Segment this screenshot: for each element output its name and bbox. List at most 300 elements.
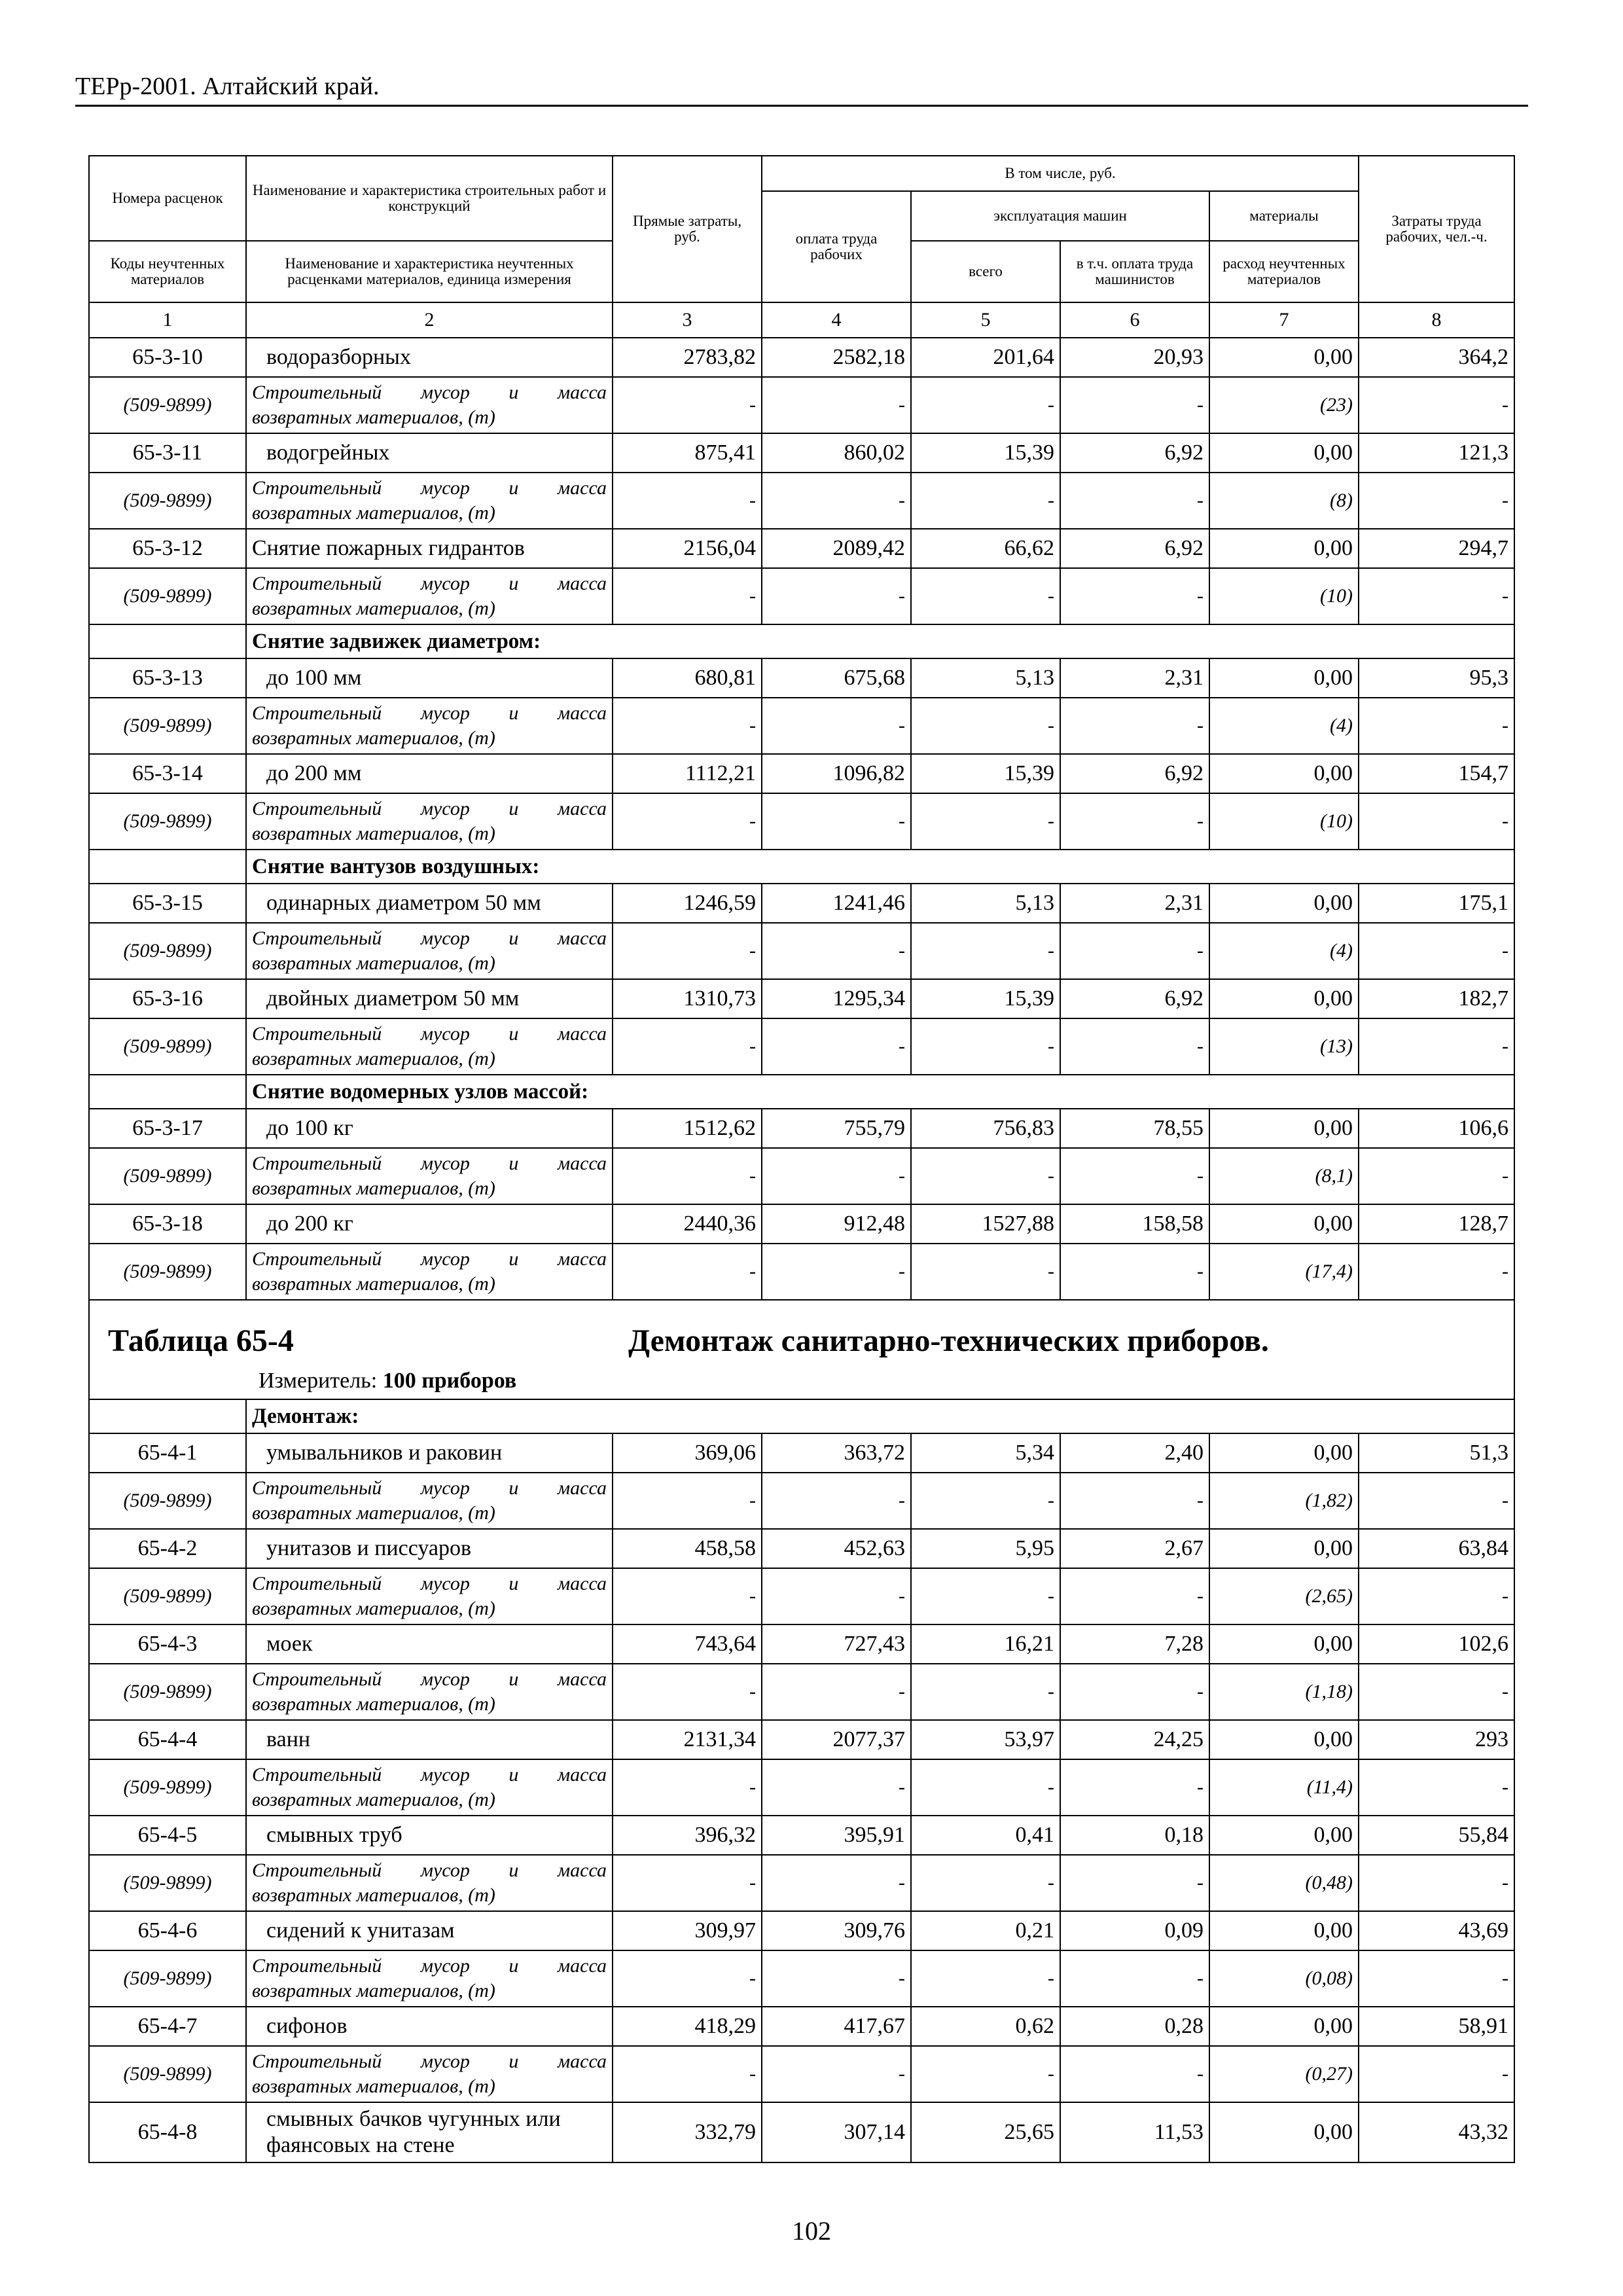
value-cell: 20,93 <box>1060 338 1209 377</box>
dash-cell: - <box>613 1244 762 1300</box>
dash-cell: - <box>911 377 1060 433</box>
dash-cell: - <box>1060 1244 1209 1300</box>
rate-code: 65-3-13 <box>89 658 246 698</box>
rate-code: 65-3-12 <box>89 529 246 568</box>
value-cell: 743,64 <box>613 1624 762 1664</box>
table-row <box>89 658 1514 698</box>
material-name: Строительный мусор и масса возвратных материалов, (т) <box>246 1244 613 1300</box>
dash-cell: - <box>1060 1018 1209 1075</box>
col-rate-number: Номера расценок <box>89 156 246 241</box>
value-cell: 1527,88 <box>911 1204 1060 1244</box>
value-cell: 2131,34 <box>613 1720 762 1759</box>
material-row <box>89 698 1514 754</box>
work-name: одинарных диаметром 50 мм <box>246 884 613 923</box>
dash-cell: - <box>613 568 762 624</box>
value-cell: 53,97 <box>911 1720 1060 1759</box>
value-cell: 307,14 <box>762 2102 911 2162</box>
dash-cell: - <box>1359 1148 1514 1204</box>
rate-code: 65-4-5 <box>89 1816 246 1855</box>
value-cell: 25,65 <box>911 2102 1060 2162</box>
value-cell: 1246,59 <box>613 884 762 923</box>
material-expense: (10) <box>1209 793 1359 850</box>
dash-cell: - <box>762 1664 911 1720</box>
material-row <box>89 1759 1514 1816</box>
material-expense: (1,18) <box>1209 1664 1359 1720</box>
value-cell: 860,02 <box>762 433 911 473</box>
dash-cell: - <box>1359 1018 1514 1075</box>
table-title-cell <box>89 1300 1514 1399</box>
value-cell: 2,40 <box>1060 1433 1209 1473</box>
dash-cell: - <box>762 473 911 529</box>
work-name: до 200 мм <box>246 754 613 793</box>
dash-cell: - <box>762 1855 911 1911</box>
col-labor-cost: Затраты труда рабочих, чел.-ч. <box>1359 156 1514 302</box>
table-row <box>89 529 1514 568</box>
col-codes: Коды неучтенных материалов <box>89 241 246 302</box>
value-cell: 43,69 <box>1359 1911 1514 1950</box>
material-expense: (0,48) <box>1209 1855 1359 1911</box>
material-row <box>89 1244 1514 1300</box>
value-cell: 0,00 <box>1209 2102 1359 2162</box>
dash-cell: - <box>613 1148 762 1204</box>
dash-cell: - <box>911 793 1060 850</box>
material-expense: (10) <box>1209 568 1359 624</box>
dash-cell: - <box>762 1950 911 2007</box>
value-cell: 95,3 <box>1359 658 1514 698</box>
rate-code: 65-3-10 <box>89 338 246 377</box>
table-row <box>89 979 1514 1018</box>
value-cell: 121,3 <box>1359 433 1514 473</box>
dash-cell: - <box>1060 377 1209 433</box>
material-code: (509-9899) <box>89 698 246 754</box>
material-expense: (0,08) <box>1209 1950 1359 2007</box>
dash-cell: - <box>911 1473 1060 1529</box>
value-cell: 5,13 <box>911 658 1060 698</box>
dash-cell: - <box>911 1148 1060 1204</box>
dash-cell: - <box>911 1018 1060 1075</box>
table-row <box>89 1816 1514 1855</box>
dash-cell: - <box>1359 473 1514 529</box>
value-cell: 1241,46 <box>762 884 911 923</box>
value-cell: 2077,37 <box>762 1720 911 1759</box>
col-machinist-pay: в т.ч. оплата труда машинистов <box>1060 241 1209 302</box>
dash-cell: - <box>911 2046 1060 2102</box>
material-name: Строительный мусор и масса возвратных материалов, (т) <box>246 698 613 754</box>
material-name: Строительный мусор и масса возвратных материалов, (т) <box>246 1473 613 1529</box>
table-row <box>89 1204 1514 1244</box>
dash-cell: - <box>1359 1950 1514 2007</box>
value-cell: 2582,18 <box>762 338 911 377</box>
table-row <box>89 2007 1514 2046</box>
value-cell: 154,7 <box>1359 754 1514 793</box>
material-name: Строительный мусор и масса возвратных материалов, (т) <box>246 473 613 529</box>
section-spacer <box>89 624 246 658</box>
material-row <box>89 1018 1514 1075</box>
material-row <box>89 923 1514 979</box>
material-name: Строительный мусор и масса возвратных материалов, (т) <box>246 793 613 850</box>
dash-cell: - <box>1060 1568 1209 1624</box>
value-cell: 55,84 <box>1359 1816 1514 1855</box>
value-cell: 0,00 <box>1209 979 1359 1018</box>
dash-cell: - <box>911 473 1060 529</box>
value-cell: 755,79 <box>762 1109 911 1148</box>
dash-cell: - <box>762 2046 911 2102</box>
value-cell: 912,48 <box>762 1204 911 1244</box>
material-row <box>89 793 1514 850</box>
material-row <box>89 1950 1514 2007</box>
material-expense: (8) <box>1209 473 1359 529</box>
value-cell: 680,81 <box>613 658 762 698</box>
value-cell: 0,00 <box>1209 658 1359 698</box>
meter-value: 100 приборов <box>382 1369 517 1393</box>
dash-cell: - <box>911 1950 1060 2007</box>
dash-cell: - <box>613 1568 762 1624</box>
value-cell: 332,79 <box>613 2102 762 2162</box>
value-cell: 15,39 <box>911 433 1060 473</box>
material-name: Строительный мусор и масса возвратных материалов, (т) <box>246 923 613 979</box>
dash-cell: - <box>1060 1759 1209 1816</box>
value-cell: 0,62 <box>911 2007 1060 2046</box>
rate-code: 65-3-16 <box>89 979 246 1018</box>
value-cell: 24,25 <box>1060 1720 1209 1759</box>
dash-cell: - <box>613 698 762 754</box>
dash-cell: - <box>613 377 762 433</box>
material-code: (509-9899) <box>89 1664 246 1720</box>
value-cell: 0,41 <box>911 1816 1060 1855</box>
value-cell: 66,62 <box>911 529 1060 568</box>
dash-cell: - <box>1359 1855 1514 1911</box>
dash-cell: - <box>1359 793 1514 850</box>
value-cell: 11,53 <box>1060 2102 1209 2162</box>
material-name: Строительный мусор и масса возвратных материалов, (т) <box>246 1148 613 1204</box>
value-cell: 0,18 <box>1060 1816 1209 1855</box>
value-cell: 293 <box>1359 1720 1514 1759</box>
work-name: сидений к унитазам <box>246 1911 613 1950</box>
material-code: (509-9899) <box>89 923 246 979</box>
section-title: Снятие задвижек диаметром: <box>246 624 1514 658</box>
value-cell: 2,31 <box>1060 884 1209 923</box>
value-cell: 16,21 <box>911 1624 1060 1664</box>
dash-cell: - <box>1060 793 1209 850</box>
dash-cell: - <box>613 1759 762 1816</box>
value-cell: 458,58 <box>613 1529 762 1568</box>
value-cell: 63,84 <box>1359 1529 1514 1568</box>
rate-code: 65-3-17 <box>89 1109 246 1148</box>
dash-cell: - <box>762 923 911 979</box>
dash-cell: - <box>1060 473 1209 529</box>
dash-cell: - <box>762 1018 911 1075</box>
material-code: (509-9899) <box>89 1244 246 1300</box>
work-name: до 100 мм <box>246 658 613 698</box>
table-label: Таблица 65-4 <box>108 1323 294 1358</box>
value-cell: 0,28 <box>1060 2007 1209 2046</box>
value-cell: 78,55 <box>1060 1109 1209 1148</box>
material-expense: (23) <box>1209 377 1359 433</box>
page-number: 102 <box>792 2216 831 2246</box>
material-row <box>89 1664 1514 1720</box>
rate-code: 65-3-15 <box>89 884 246 923</box>
col-materials-expense: расход неучтенных материалов <box>1209 241 1359 302</box>
dash-cell: - <box>762 377 911 433</box>
material-code: (509-9899) <box>89 1473 246 1529</box>
material-expense: (4) <box>1209 923 1359 979</box>
material-expense: (11,4) <box>1209 1759 1359 1816</box>
rate-code: 65-3-18 <box>89 1204 246 1244</box>
value-cell: 1112,21 <box>613 754 762 793</box>
material-code: (509-9899) <box>89 377 246 433</box>
material-name: Строительный мусор и масса возвратных материалов, (т) <box>246 1568 613 1624</box>
dash-cell: - <box>1359 923 1514 979</box>
table-row <box>89 433 1514 473</box>
value-cell: 5,95 <box>911 1529 1060 1568</box>
material-code: (509-9899) <box>89 1018 246 1075</box>
material-expense: (2,65) <box>1209 1568 1359 1624</box>
material-row <box>89 2046 1514 2102</box>
col-labor-pay: оплата труда рабочих <box>762 191 911 302</box>
dash-cell: - <box>613 2046 762 2102</box>
material-code: (509-9899) <box>89 568 246 624</box>
value-cell: 452,63 <box>762 1529 911 1568</box>
value-cell: 2440,36 <box>613 1204 762 1244</box>
rates-table <box>88 155 1515 2163</box>
value-cell: 0,00 <box>1209 1624 1359 1664</box>
rate-code: 65-4-3 <box>89 1624 246 1664</box>
dash-cell: - <box>1060 923 1209 979</box>
section-row <box>89 1399 1514 1433</box>
col-work-name: Наименование и характеристика строительных работ и конструкций <box>246 156 613 241</box>
dash-cell: - <box>762 793 911 850</box>
meter-label: Измеритель: <box>259 1369 378 1393</box>
material-row <box>89 473 1514 529</box>
value-cell: 727,43 <box>762 1624 911 1664</box>
material-row <box>89 568 1514 624</box>
material-name: Строительный мусор и масса возвратных материалов, (т) <box>246 2046 613 2102</box>
dash-cell: - <box>1359 1568 1514 1624</box>
dash-cell: - <box>1359 1244 1514 1300</box>
value-cell: 175,1 <box>1359 884 1514 923</box>
table-name: Демонтаж санитарно-технических приборов. <box>628 1323 1269 1358</box>
value-cell: 6,92 <box>1060 433 1209 473</box>
material-name: Строительный мусор и масса возвратных материалов, (т) <box>246 1018 613 1075</box>
dash-cell: - <box>1060 1664 1209 1720</box>
rate-code: 65-3-11 <box>89 433 246 473</box>
dash-cell: - <box>1060 1950 1209 2007</box>
value-cell: 0,00 <box>1209 338 1359 377</box>
header-rule <box>75 105 1528 107</box>
value-cell: 0,00 <box>1209 2007 1359 2046</box>
section-spacer <box>89 1075 246 1109</box>
material-name: Строительный мусор и масса возвратных материалов, (т) <box>246 1664 613 1720</box>
value-cell: 6,92 <box>1060 529 1209 568</box>
dash-cell: - <box>911 1759 1060 1816</box>
value-cell: 363,72 <box>762 1433 911 1473</box>
dash-cell: - <box>1359 377 1514 433</box>
value-cell: 158,58 <box>1060 1204 1209 1244</box>
value-cell: 364,2 <box>1359 338 1514 377</box>
value-cell: 51,3 <box>1359 1433 1514 1473</box>
dash-cell: - <box>1060 2046 1209 2102</box>
material-code: (509-9899) <box>89 1568 246 1624</box>
material-code: (509-9899) <box>89 793 246 850</box>
material-row <box>89 1473 1514 1529</box>
value-cell: 0,00 <box>1209 1529 1359 1568</box>
table-row <box>89 884 1514 923</box>
section-title: Снятие водомерных узлов массой: <box>246 1075 1514 1109</box>
dash-cell: - <box>613 1664 762 1720</box>
value-cell: 15,39 <box>911 979 1060 1018</box>
dash-cell: - <box>911 698 1060 754</box>
value-cell: 58,91 <box>1359 2007 1514 2046</box>
value-cell: 0,09 <box>1060 1911 1209 1950</box>
value-cell: 369,06 <box>613 1433 762 1473</box>
column-number-row: 1 2 3 4 5 6 7 8 <box>89 302 1514 338</box>
value-cell: 395,91 <box>762 1816 911 1855</box>
dash-cell: - <box>1359 1664 1514 1720</box>
dash-cell: - <box>613 1018 762 1075</box>
value-cell: 675,68 <box>762 658 911 698</box>
dash-cell: - <box>1359 568 1514 624</box>
value-cell: 2156,04 <box>613 529 762 568</box>
dash-cell: - <box>1359 1759 1514 1816</box>
dash-cell: - <box>911 1568 1060 1624</box>
section-spacer <box>89 1399 246 1433</box>
work-name: до 100 кг <box>246 1109 613 1148</box>
rate-code: 65-4-2 <box>89 1529 246 1568</box>
table-row <box>89 754 1514 793</box>
meter <box>259 1369 516 1393</box>
material-row <box>89 1148 1514 1204</box>
dash-cell: - <box>1359 698 1514 754</box>
value-cell: 417,67 <box>762 2007 911 2046</box>
table-row <box>89 1624 1514 1664</box>
material-row <box>89 1568 1514 1624</box>
value-cell: 1295,34 <box>762 979 911 1018</box>
value-cell: 5,13 <box>911 884 1060 923</box>
value-cell: 2089,42 <box>762 529 911 568</box>
value-cell: 0,00 <box>1209 1816 1359 1855</box>
work-name: сифонов <box>246 2007 613 2046</box>
value-cell: 294,7 <box>1359 529 1514 568</box>
value-cell: 128,7 <box>1359 1204 1514 1244</box>
value-cell: 1310,73 <box>613 979 762 1018</box>
value-cell: 102,6 <box>1359 1624 1514 1664</box>
table-row <box>89 338 1514 377</box>
value-cell: 2783,82 <box>613 338 762 377</box>
material-name: Строительный мусор и масса возвратных материалов, (т) <box>246 377 613 433</box>
col-incl: В том числе, руб. <box>762 156 1359 191</box>
material-row <box>89 377 1514 433</box>
value-cell: 0,00 <box>1209 1204 1359 1244</box>
table-row <box>89 1529 1514 1568</box>
material-code: (509-9899) <box>89 1148 246 1204</box>
section-spacer <box>89 850 246 884</box>
dash-cell: - <box>1060 1473 1209 1529</box>
material-code: (509-9899) <box>89 1759 246 1816</box>
dash-cell: - <box>762 568 911 624</box>
dash-cell: - <box>762 1473 911 1529</box>
dash-cell: - <box>1060 1855 1209 1911</box>
material-code: (509-9899) <box>89 473 246 529</box>
rate-code: 65-4-1 <box>89 1433 246 1473</box>
value-cell: 309,76 <box>762 1911 911 1950</box>
value-cell: 15,39 <box>911 754 1060 793</box>
dash-cell: - <box>613 923 762 979</box>
work-name: унитазов и писсуаров <box>246 1529 613 1568</box>
page-header: ТЕРр-2001. Алтайский край. <box>75 73 380 100</box>
work-name: Снятие пожарных гидрантов <box>246 529 613 568</box>
section-row <box>89 850 1514 884</box>
table-row <box>89 1109 1514 1148</box>
value-cell: 43,32 <box>1359 2102 1514 2162</box>
table-row <box>89 1911 1514 1950</box>
value-cell: 2,67 <box>1060 1529 1209 1568</box>
value-cell: 7,28 <box>1060 1624 1209 1664</box>
dash-cell: - <box>762 1568 911 1624</box>
col-machines-total: всего <box>911 241 1060 302</box>
value-cell: 6,92 <box>1060 979 1209 1018</box>
material-code: (509-9899) <box>89 2046 246 2102</box>
col-machines: эксплуатация машин <box>911 191 1209 241</box>
work-name: двойных диаметром 50 мм <box>246 979 613 1018</box>
value-cell: 309,97 <box>613 1911 762 1950</box>
dash-cell: - <box>1060 698 1209 754</box>
work-name: моек <box>246 1624 613 1664</box>
material-name: Строительный мусор и масса возвратных материалов, (т) <box>246 1759 613 1816</box>
value-cell: 0,00 <box>1209 1109 1359 1148</box>
table-title-row <box>89 1300 1514 1399</box>
value-cell: 0,00 <box>1209 884 1359 923</box>
material-expense: (13) <box>1209 1018 1359 1075</box>
rate-code: 65-4-8 <box>89 2102 246 2162</box>
material-name: Строительный мусор и масса возвратных материалов, (т) <box>246 568 613 624</box>
value-cell: 6,92 <box>1060 754 1209 793</box>
material-name: Строительный мусор и масса возвратных материалов, (т) <box>246 1950 613 2007</box>
dash-cell: - <box>911 1244 1060 1300</box>
dash-cell: - <box>911 923 1060 979</box>
work-name: водогрейных <box>246 433 613 473</box>
material-code: (509-9899) <box>89 1950 246 2007</box>
section-row <box>89 1075 1514 1109</box>
dash-cell: - <box>762 1244 911 1300</box>
dash-cell: - <box>1359 2046 1514 2102</box>
value-cell: 182,7 <box>1359 979 1514 1018</box>
work-name: смывных труб <box>246 1816 613 1855</box>
value-cell: 1096,82 <box>762 754 911 793</box>
rate-code: 65-4-4 <box>89 1720 246 1759</box>
table-row <box>89 1433 1514 1473</box>
dash-cell: - <box>613 1950 762 2007</box>
material-expense: (0,27) <box>1209 2046 1359 2102</box>
value-cell: 396,32 <box>613 1816 762 1855</box>
col-materials: материалы <box>1209 191 1359 241</box>
dash-cell: - <box>1359 1473 1514 1529</box>
rate-code: 65-4-7 <box>89 2007 246 2046</box>
value-cell: 0,00 <box>1209 754 1359 793</box>
dash-cell: - <box>762 1759 911 1816</box>
value-cell: 5,34 <box>911 1433 1060 1473</box>
dash-cell: - <box>762 1148 911 1204</box>
work-name: ванн <box>246 1720 613 1759</box>
value-cell: 0,21 <box>911 1911 1060 1950</box>
rate-code: 65-3-14 <box>89 754 246 793</box>
col-mat-name: Наименование и характеристика неучтенных расценками материалов, единица измерения <box>246 241 613 302</box>
value-cell: 201,64 <box>911 338 1060 377</box>
value-cell: 0,00 <box>1209 433 1359 473</box>
dash-cell: - <box>1060 568 1209 624</box>
material-row <box>89 1855 1514 1911</box>
dash-cell: - <box>613 793 762 850</box>
value-cell: 0,00 <box>1209 1720 1359 1759</box>
